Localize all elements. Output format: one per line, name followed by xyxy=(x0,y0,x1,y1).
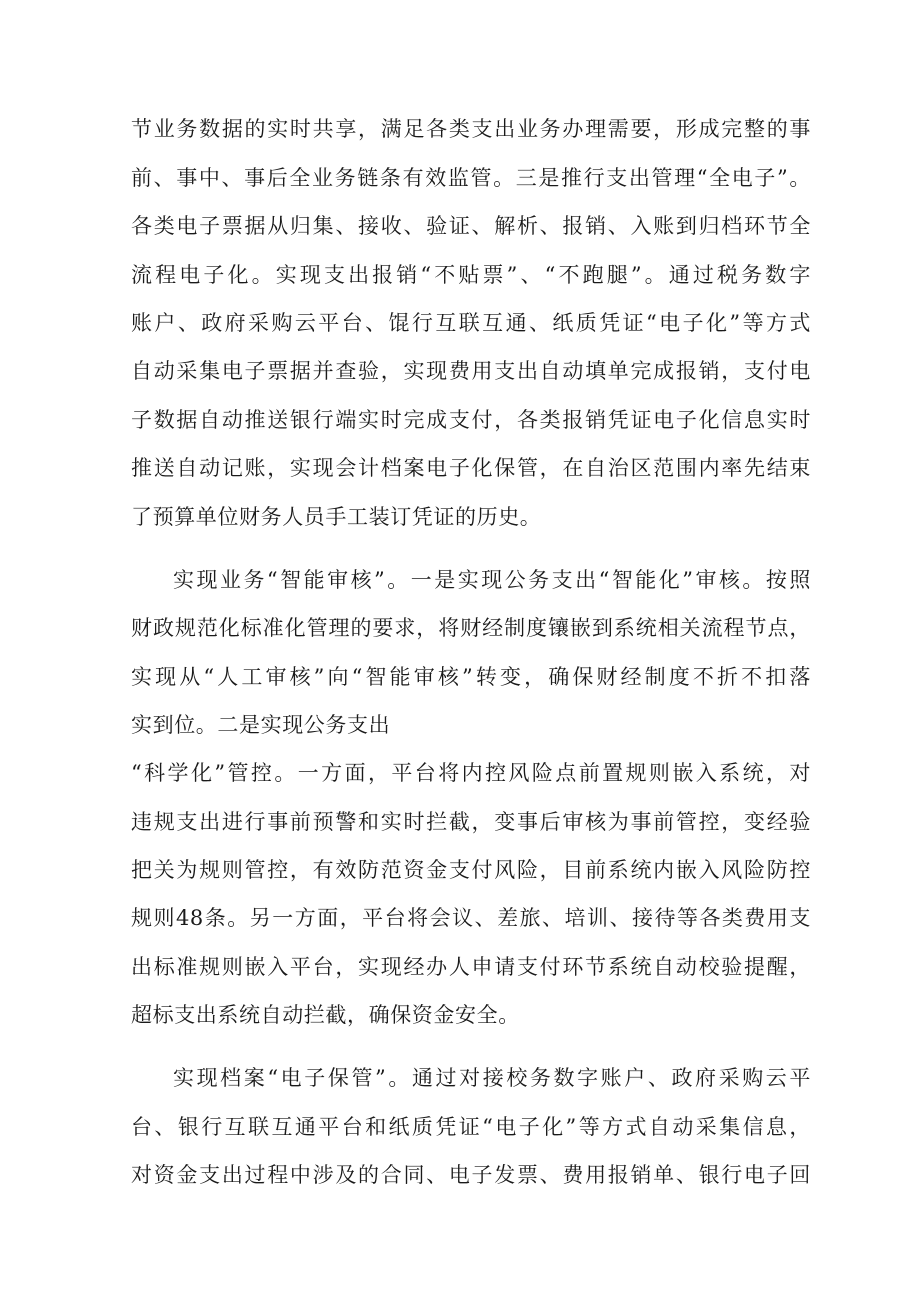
text-line: “科学化”管控。一方面，平台将内控风险点前置规则嵌入系统，对 xyxy=(131,761,811,785)
text-line: 出标准规则嵌入平台，实现经办人申请支付环节系统自动校验提醒， xyxy=(131,955,811,979)
text-line: 台、银行互联互通平台和纸质凭证“电子化”等方式自动采集信息， xyxy=(131,1115,811,1139)
text-line: 财政规范化标准化管理的要求，将财经制度镶嵌到系统相关流程节点， xyxy=(131,616,811,640)
text-line: 了预算单位财务人员手工装订凭证的历史。 xyxy=(131,505,542,529)
text-line: 各类电子票据从归集、接收、验证、解析、报销、入账到归档环节全 xyxy=(131,214,811,238)
text-line: 违规支出进行事前预警和实时拦截，变事后审核为事前管控，变经验 xyxy=(131,810,811,834)
text-line: 实现从“人工审核”向“智能审核”转变，确保财经制度不折不扣落 xyxy=(131,665,811,689)
text-line: 子数据自动推送银行端实时完成支付，各类报销凭证电子化信息实时 xyxy=(131,408,811,432)
text-line: 流程电子化。实现支出报销“不贴票”、“不跑腿”。通过税务数字 xyxy=(131,263,811,287)
text-line: 节业务数据的实时共享，满足各类支出业务办理需要，形成完整的事 xyxy=(131,117,811,141)
text-line: 超标支出系统自动拦截，确保资金安全。 xyxy=(131,1003,520,1027)
paragraph-first-line: 实现业务“智能审核”。一是实现公务支出“智能化”审核。按照 xyxy=(173,568,811,592)
text-line: 实到位。二是实现公务支出 xyxy=(131,713,391,737)
text-line: 自动采集电子票据并查验，实现费用支出自动填单完成报销，支付电 xyxy=(131,359,811,383)
text-line: 规则48条。另一方面，平台将会议、差旅、培训、接待等各类费用支 xyxy=(131,906,811,930)
text-line: 推送自动记账，实现会计档案电子化保管，在自治区范围内率先结束 xyxy=(131,456,811,480)
text-line: 对资金支出过程中涉及的合同、电子发票、费用报销单、银行电子回 xyxy=(131,1163,811,1187)
paragraph-first-line: 实现档案“电子保管”。通过对接校务数字账户、政府采购云平 xyxy=(173,1066,811,1090)
text-line: 前、事中、事后全业务链条有效监管。三是推行支出管理“全电子”。 xyxy=(131,166,811,190)
text-line: 把关为规则管控，有效防范资金支付风险，目前系统内嵌入风险防控 xyxy=(131,858,811,882)
text-line: 账户、政府采购云平台、馄行互联互通、纸质凭证“电子化”等方式 xyxy=(131,311,811,335)
